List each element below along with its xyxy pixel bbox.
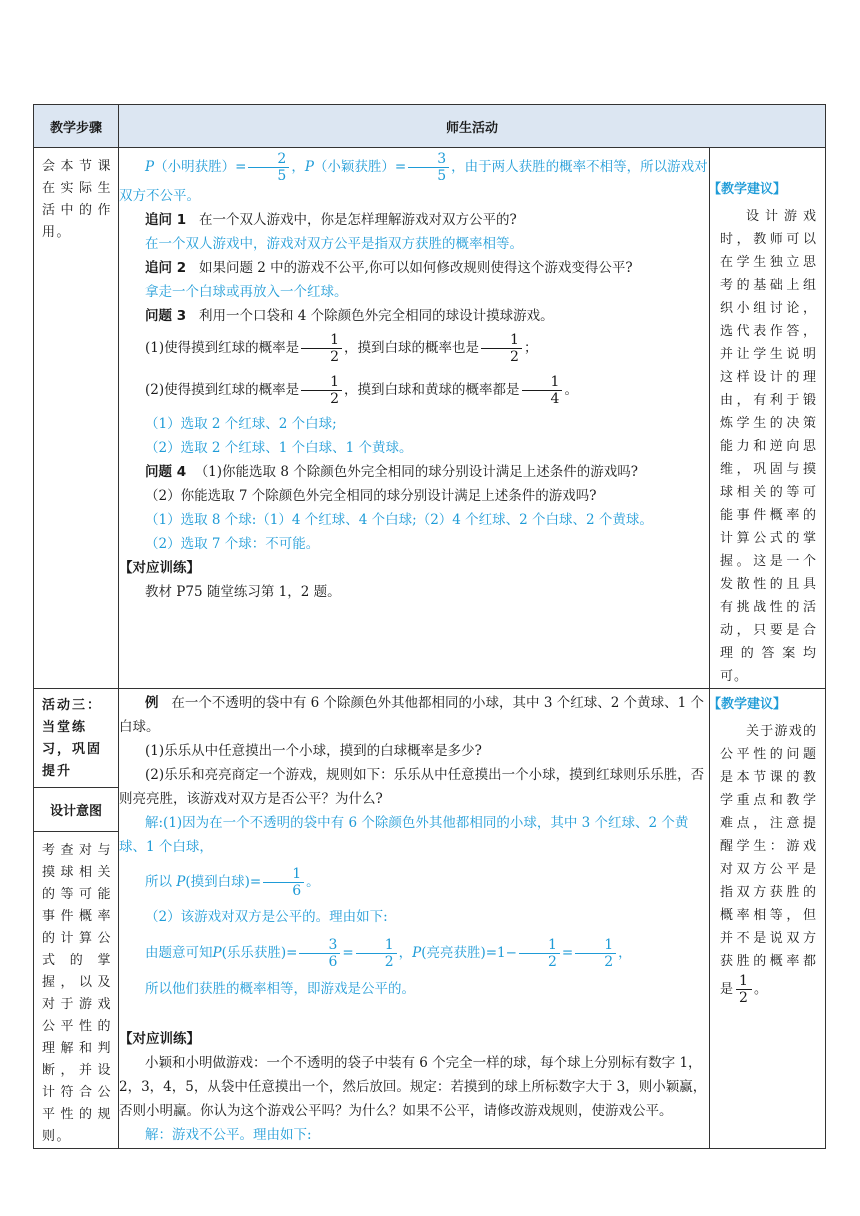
answer-1: 在一个双人游戏中，游戏对双方公平是指双方获胜的概率相等。 [145,236,523,252]
training-label-2: 【对应训练】 [119,1031,200,1047]
teaching-suggestion-text: 设计游戏时，教师可以在学生独立思考的基础上组织小组讨论，选代表作答，并让学生说明这样设计的理由，有利于锻炼学生的决策能力和逆向思维，巩固与摸球相关的等可能事件概率的计算公式的掌握。这是一个发散性的且具有挑战性的活动，只要是合理的答案均可。 [720,209,818,684]
teaching-suggestion-title-2: 【教学建议】 [708,697,787,712]
prob-line-cont: 双方不公平。 [119,188,200,204]
row-problems [34,148,826,689]
training-text: 教材 P75 随堂练习第 1，2 题。 [145,584,341,600]
solution-1: 解:(1)因为在一个不透明的袋中有 6 个除颜色外其他都相同的小球，其中 3 个红球、2 个黄球、1 个白球， [119,815,689,855]
example: 例 在一个不透明的袋中有 6 个除颜色外其他都相同的小球，其中 3 个红球、2 个黄球、1 个白球。 [119,695,704,735]
activity-title: 活动三：当堂练习，巩固提升 [34,689,118,788]
example-q1: (1)乐乐从中任意摸出一个小球，摸到的白球概率是多少? [145,743,482,759]
problem-4: 问题 4 （1)你能选取 8 个除颜色外完全相同的球分别设计满足上述条件的游戏吗? [145,464,638,480]
table-header [34,105,826,148]
prob-line: P（小明获胜）= $\frac{2}{5}$ ，P（小颖获胜）= $\frac{3}{5}$ ，由于两人获胜的概率不相等，所以游戏对 [145,151,708,184]
problem-3-part2: (2)使得摸到红球的概率是 $\frac{1}{2}$ ，摸到白球和黄球的概率都是 $\frac{1}{4}$ 。 [145,374,578,407]
problem-4-part2: （2）你能选取 7 个除颜色外完全相同的球分别设计满足上述条件的游戏吗? [145,488,597,504]
solution-2b: 由题意可知P(乐乐获胜)= $\frac{3}{6}$ = $\frac{1}{2}$ ，P(亮亮获胜)=1− $\frac{1}{2}$ = $\frac{1}{2}$ ， [145,937,632,970]
problem-3: 问题 3 利用一个口袋和 4 个除颜色外完全相同的球设计摸球游戏。 [145,308,554,324]
teaching-suggestion-title: 【教学建议】 [708,182,787,197]
header-activities: 师生活动 [119,105,826,148]
answer-4-2: （2）选取 7 个球：不可能。 [145,536,320,552]
row2-content [119,689,710,1149]
design-intent-text: 考查对与摸球相关的等可能事件概率的计算公式的掌握，以及对于游戏公平性的理解和判断，并设计符合公平性的规则。 [42,843,112,1144]
answer-4-1: （1）选取 8 个球:（1）4 个红球、4 个白球;（2）4 个红球、2 个白球、2 个黄球。 [145,512,653,528]
problem-3-part1: (1)使得摸到红球的概率是 $\frac{1}{2}$ ，摸到白球的概率也是 $\frac{1}{2}$ ； [145,332,538,365]
header-steps: 教学步骤 [34,105,119,148]
row-practice [34,689,826,1149]
design-intent-title: 设计意图 [34,788,118,832]
solution-2c: 所以他们获胜的概率相等，即游戏是公平的。 [145,981,415,997]
answer-3-1: （1）选取 2 个红球、2 个白球; [145,416,337,432]
row1-left-text: 会本节课在实际生活中的作用。 [42,159,112,240]
training-solution-2: 解：游戏不公平。理由如下: [145,1127,312,1143]
followup-1: 追问 1 在一个双人游戏中，你是怎样理解游戏对双方公平的? [145,212,517,228]
teaching-suggestion-text-2: 关于游戏的公平性的问题是本节课的教学重点和教学难点，注意提醒学生：游戏对双方公平是指双方获胜的概率相等，但并不是说双方获胜的概率都是 $\frac{1}{2}$ 。 [720,724,818,1006]
answer-3-2: （2）选取 2 个红球、1 个白球、1 个黄球。 [145,440,413,456]
solution-2: （2）该游戏对双方是公平的。理由如下: [145,909,388,925]
example-q2: (2)乐乐和亮亮商定一个游戏，规则如下：乐乐从中任意摸出一个小球，摸到红球则乐乐胜，否则亮亮胜，该游戏对双方是否公平？为什么? [119,767,705,807]
answer-2: 拿走一个白球或再放入一个红球。 [145,284,348,300]
row1-left [34,148,119,689]
followup-2: 追问 2 如果问题 2 中的游戏不公平,你可以如何修改规则使得这个游戏变得公平? [145,260,633,276]
training-label: 【对应训练】 [119,560,200,576]
solution-1b: 所以 P(摸到白球)= $\frac{1}{6}$ 。 [145,866,320,899]
lesson-table [33,104,826,1149]
row1-content [119,148,710,689]
row2-right [710,689,826,1149]
row1-right [710,148,826,689]
row2-left [34,689,119,1149]
training-text-2: 小颖和小明做游戏：一个不透明的袋子中装有 6 个完全一样的球，每个球上分别标有数字 1，2，3，4，5，从袋中任意摸出一个，然后放回。规定：若摸到的球上所标数字大于 3，则小颖赢，否则小明赢。你认为这个游戏公平吗？为什么？如果不公平，请修改游戏规则，使游戏公平。 [119,1055,707,1119]
